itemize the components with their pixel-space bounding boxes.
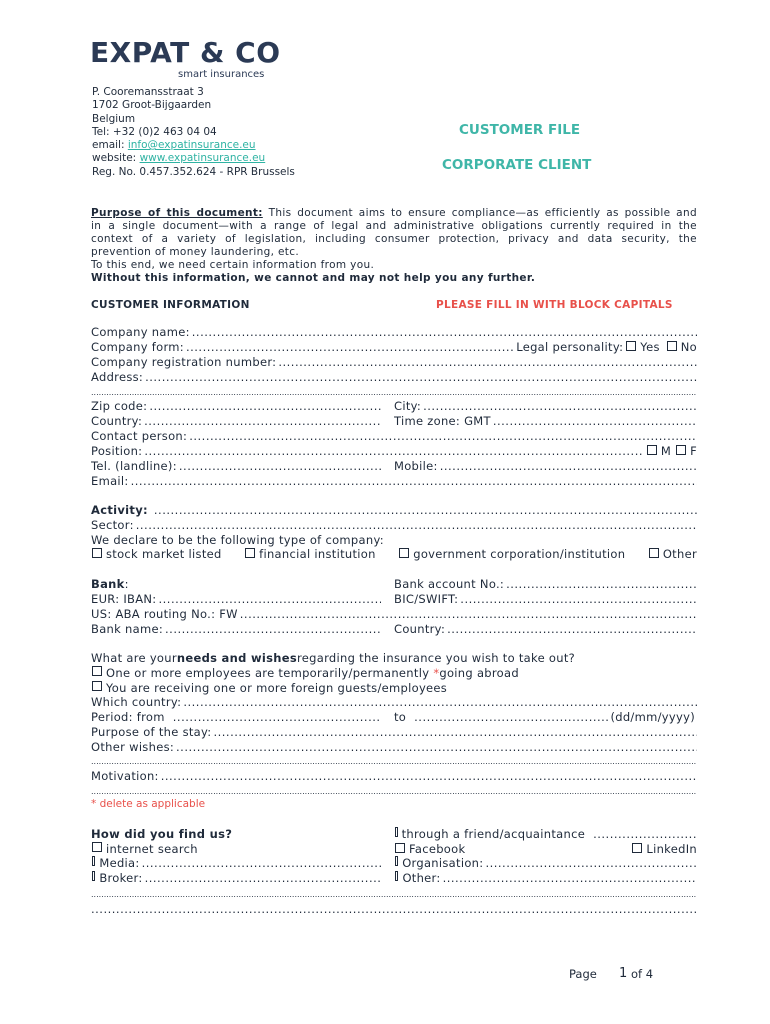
legal-personality-label: Legal personality:: [516, 340, 624, 354]
page-label: Page: [569, 967, 597, 981]
bank-account-field[interactable]: Bank account No.: .....: [394, 577, 697, 592]
legal-no-checkbox[interactable]: No: [666, 340, 697, 355]
bank-country-field[interactable]: Country: .....: [394, 622, 697, 637]
internet-search-checkbox[interactable]: internet search: [91, 842, 381, 857]
employees-abroad-checkbox[interactable]: One or more employees are temporarily/permanently * going abroad: [91, 666, 697, 681]
company-name-field[interactable]: Company name: .....: [91, 325, 697, 340]
contact-person-field[interactable]: Contact person: .....: [91, 429, 697, 444]
delete-applicable-note: * delete as applicable: [91, 798, 206, 810]
find-us-heading: How did you find us?: [91, 827, 233, 841]
other-type-checkbox[interactable]: Other: [648, 547, 697, 562]
website-link[interactable]: www.expatinsurance.eu: [139, 152, 266, 165]
page-number: 1: [619, 966, 628, 981]
company-address: [92, 86, 295, 179]
block-capitals-note: PLEASE FILL IN WITH BLOCK CAPITALS: [436, 299, 673, 311]
company-type-question: We declare to be the following type of company:: [91, 533, 384, 547]
address-field[interactable]: Address: .....: [91, 370, 697, 385]
facebook-checkbox[interactable]: Facebook: [394, 842, 465, 857]
aba-routing-field[interactable]: US: ABA routing No.: FW .....: [91, 607, 697, 622]
company-type-options: [91, 547, 697, 562]
purpose-section: [91, 207, 697, 285]
find-extra-line-2[interactable]: [91, 902, 697, 917]
period-to-field[interactable]: to ..... (dd/mm/yyyy): [394, 710, 697, 725]
media-field[interactable]: Media: .....: [91, 856, 381, 871]
foreign-guests-checkbox[interactable]: You are receiving one or more foreign guests/employees: [91, 681, 697, 696]
purpose-line-5: To this end, we need certain information from you.: [91, 259, 375, 271]
page-total: of 4: [631, 967, 654, 981]
government-checkbox[interactable]: government corporation/institution: [398, 547, 625, 562]
financial-institution-checkbox[interactable]: financial institution: [244, 547, 376, 562]
motivation-field[interactable]: Motivation: .....: [91, 769, 697, 784]
landline-field[interactable]: Tel. (landline): .....: [91, 459, 381, 474]
address-tel: Tel: +32 (0)2 463 04 04: [92, 125, 217, 138]
other-source-field[interactable]: Other: .....: [394, 871, 697, 886]
position-field[interactable]: Position: ..... M F: [91, 444, 697, 459]
needs-question: What are your needs and wishes regarding the insurance you wish to take out?: [91, 651, 576, 665]
stock-market-checkbox[interactable]: stock market listed: [91, 547, 222, 562]
address-country: Belgium: [92, 112, 136, 125]
city-field[interactable]: City: .....: [394, 399, 697, 414]
logo-tagline: smart insurances: [178, 69, 265, 80]
gender-m-checkbox[interactable]: M: [644, 444, 671, 459]
gender-f-checkbox[interactable]: F: [675, 444, 697, 459]
broker-field[interactable]: Broker: .....: [91, 871, 381, 886]
mobile-field[interactable]: Mobile: .....: [394, 459, 697, 474]
customer-info-heading: CUSTOMER INFORMATION: [91, 299, 250, 311]
address-extra-line[interactable]: [91, 391, 697, 397]
email-field[interactable]: Email: .....: [91, 474, 697, 489]
which-country-field[interactable]: Which country: .....: [91, 695, 697, 710]
purpose-line-3: context of a variety of legislation, including consumer protection, privacy and data security, the: [91, 233, 697, 245]
address-reg: Reg. No. 0.457.352.624 - RPR Brussels: [92, 165, 295, 178]
activity-field[interactable]: Activity: .....: [91, 503, 697, 518]
country-field[interactable]: Country: .....: [91, 414, 381, 429]
social-options: [394, 842, 697, 857]
title-customer-file: CUSTOMER FILE: [459, 122, 581, 138]
bic-field[interactable]: BIC/SWIFT: .....: [394, 592, 697, 607]
purpose-warning: Without this information, we cannot and may not help you any further.: [91, 272, 536, 284]
purpose-line-4: prevention of money laundering, etc.: [91, 246, 300, 258]
period-from-field[interactable]: Period: from .....: [91, 710, 381, 725]
bank-heading: Bank :: [91, 577, 129, 591]
address-website: website: www.expatinsurance.eu: [92, 152, 266, 165]
time-zone-field[interactable]: Time zone: GMT .....: [394, 414, 697, 429]
title-corporate-client: CORPORATE CLIENT: [442, 157, 592, 173]
address-street: P. Cooremansstraat 3: [92, 86, 204, 98]
zip-code-field[interactable]: Zip code: .....: [91, 399, 381, 414]
registration-number-field[interactable]: Company registration number: .....: [91, 355, 697, 370]
other-wishes-field[interactable]: Other wishes: .....: [91, 740, 697, 755]
purpose-line-1: Purpose of this document: This document aims to ensure compliance—as efficiently as possible and: [91, 207, 697, 219]
bank-name-field[interactable]: Bank name: .....: [91, 622, 381, 637]
linkedin-checkbox[interactable]: LinkedIn: [631, 842, 697, 857]
friend-checkbox[interactable]: through a friend/acquaintance .....: [394, 827, 697, 842]
sector-field[interactable]: Sector: .....: [91, 518, 697, 533]
company-form-field[interactable]: Company form: ..... Legal personality: Yes No: [91, 340, 697, 355]
other-wishes-extra-line[interactable]: [91, 760, 697, 766]
address-city: 1702 Groot-Bijgaarden: [92, 99, 212, 112]
motivation-extra-line[interactable]: [91, 790, 697, 796]
purpose-of-stay-field[interactable]: Purpose of the stay: .....: [91, 725, 697, 740]
logo: [90, 36, 280, 82]
legal-yes-checkbox[interactable]: Yes: [625, 340, 659, 355]
logo-wordmark: EXPAT & CO: [90, 36, 281, 69]
organisation-field[interactable]: Organisation: .....: [394, 856, 697, 871]
email-link[interactable]: info@expatinsurance.eu: [127, 139, 256, 152]
purpose-line-2: in a single document—with a range of legal and administrative obligations currently required in the: [91, 220, 697, 232]
address-email: email: info@expatinsurance.eu: [92, 139, 256, 152]
find-extra-line-1[interactable]: [91, 893, 697, 899]
iban-field[interactable]: EUR: IBAN: .....: [91, 592, 381, 607]
